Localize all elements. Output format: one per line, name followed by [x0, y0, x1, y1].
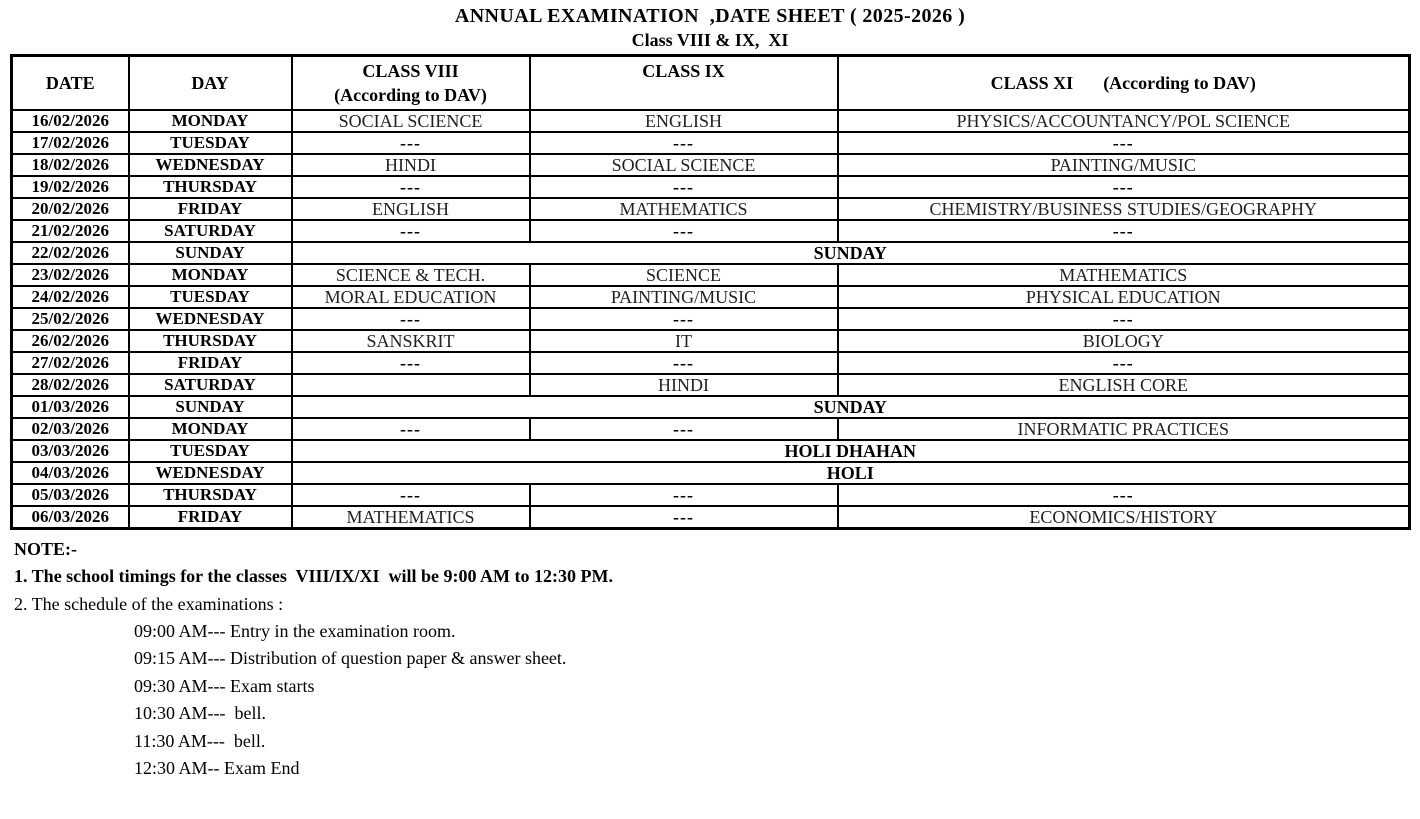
table-row [12, 132, 1410, 154]
class-ix-cell: IT [530, 330, 838, 352]
schedule-item: 10:30 AM--- bell. [134, 703, 266, 723]
page-title: ANNUAL EXAMINATION ,DATE SHEET ( 2025-2026 ) [454, 5, 966, 27]
table-row [12, 308, 1410, 330]
day-cell: SUNDAY [129, 396, 292, 418]
day-cell: TUESDAY [129, 286, 292, 308]
day-cell: FRIDAY [129, 506, 292, 529]
class-ix-cell: --- [530, 352, 838, 374]
header-class-viii-label: CLASS VIII [362, 60, 459, 81]
day-cell: THURSDAY [129, 484, 292, 506]
header-date: DATE [12, 56, 129, 110]
class-viii-cell: SANSKRIT [292, 330, 530, 352]
date-cell: 27/02/2026 [12, 352, 129, 374]
day-cell: FRIDAY [129, 198, 292, 220]
class-ix-cell: ENGLISH [530, 110, 838, 132]
day-cell: MONDAY [129, 110, 292, 132]
merged-event-cell: HOLI [292, 462, 1410, 484]
merged-event-cell: SUNDAY [292, 396, 1410, 418]
class-xi-cell: PHYSICAL EDUCATION [838, 286, 1410, 308]
schedule-item: 12:30 AM-- Exam End [134, 758, 300, 778]
class-viii-cell: SCIENCE & TECH. [292, 264, 530, 286]
day-cell: FRIDAY [129, 352, 292, 374]
date-cell: 25/02/2026 [12, 308, 129, 330]
table-row [12, 198, 1410, 220]
day-cell: THURSDAY [129, 330, 292, 352]
class-xi-cell: --- [838, 352, 1410, 374]
class-xi-cell: ENGLISH CORE [838, 374, 1410, 396]
exam-schedule-list [134, 618, 1420, 783]
table-row [12, 374, 1410, 396]
date-cell: 05/03/2026 [12, 484, 129, 506]
class-xi-cell: --- [838, 308, 1410, 330]
class-ix-cell: SCIENCE [530, 264, 838, 286]
merged-event-cell: HOLI DHAHAN [292, 440, 1410, 462]
class-xi-cell: CHEMISTRY/BUSINESS STUDIES/GEOGRAPHY [838, 198, 1410, 220]
header-class-xi [838, 56, 1410, 110]
class-ix-cell: PAINTING/MUSIC [530, 286, 838, 308]
class-ix-cell: --- [530, 220, 838, 242]
class-viii-cell: HINDI [292, 154, 530, 176]
class-viii-cell: --- [292, 132, 530, 154]
date-cell: 21/02/2026 [12, 220, 129, 242]
class-viii-cell: MATHEMATICS [292, 506, 530, 529]
header-class-viii [292, 56, 530, 110]
class-ix-cell: --- [530, 308, 838, 330]
table-row [12, 440, 1410, 462]
date-cell: 01/03/2026 [12, 396, 129, 418]
day-cell: SATURDAY [129, 220, 292, 242]
class-xi-cell: ECONOMICS/HISTORY [838, 506, 1410, 529]
class-viii-cell: --- [292, 308, 530, 330]
class-viii-cell: --- [292, 418, 530, 440]
class-xi-cell: --- [838, 132, 1410, 154]
class-ix-cell: HINDI [530, 374, 838, 396]
note-item-1: 1. The school timings for the classes VIII/IX/XI will be 9:00 AM to 12:30 PM. [14, 565, 614, 586]
table-row [12, 220, 1410, 242]
date-cell: 23/02/2026 [12, 264, 129, 286]
date-cell: 28/02/2026 [12, 374, 129, 396]
class-xi-cell: INFORMATIC PRACTICES [838, 418, 1410, 440]
table-row [12, 110, 1410, 132]
day-cell: TUESDAY [129, 132, 292, 154]
date-cell: 06/03/2026 [12, 506, 129, 529]
class-viii-cell: --- [292, 352, 530, 374]
date-cell: 03/03/2026 [12, 440, 129, 462]
class-xi-cell: --- [838, 176, 1410, 198]
table-row [12, 264, 1410, 286]
class-viii-cell: MORAL EDUCATION [292, 286, 530, 308]
class-xi-cell: --- [838, 484, 1410, 506]
date-cell: 16/02/2026 [12, 110, 129, 132]
table-row [12, 462, 1410, 484]
class-xi-cell: PAINTING/MUSIC [838, 154, 1410, 176]
date-cell: 24/02/2026 [12, 286, 129, 308]
day-cell: MONDAY [129, 264, 292, 286]
class-viii-cell: --- [292, 220, 530, 242]
class-ix-cell: --- [530, 484, 838, 506]
table-row [12, 352, 1410, 374]
day-cell: TUESDAY [129, 440, 292, 462]
class-viii-cell: --- [292, 484, 530, 506]
day-cell: MONDAY [129, 418, 292, 440]
header-class-viii-note: (According to DAV) [334, 84, 487, 105]
table-row [12, 484, 1410, 506]
class-viii-cell: SOCIAL SCIENCE [292, 110, 530, 132]
day-cell: SATURDAY [129, 374, 292, 396]
date-cell: 17/02/2026 [12, 132, 129, 154]
table-row [12, 176, 1410, 198]
date-cell: 20/02/2026 [12, 198, 129, 220]
header-row [12, 56, 1410, 110]
day-cell: WEDNESDAY [129, 154, 292, 176]
table-row [12, 286, 1410, 308]
day-cell: WEDNESDAY [129, 462, 292, 484]
date-cell: 02/03/2026 [12, 418, 129, 440]
schedule-item: 09:00 AM--- Entry in the examination room. [134, 620, 456, 641]
class-ix-cell: --- [530, 506, 838, 529]
header-class-xi-note: (According to DAV) [1103, 72, 1256, 93]
header-day: DAY [129, 56, 292, 110]
date-cell: 19/02/2026 [12, 176, 129, 198]
table-row [12, 418, 1410, 440]
class-ix-cell: --- [530, 176, 838, 198]
class-viii-cell [292, 374, 530, 396]
table-row [12, 330, 1410, 352]
note-item-2: 2. The schedule of the examinations : [14, 593, 284, 614]
class-xi-cell: PHYSICS/ACCOUNTANCY/POL SCIENCE [838, 110, 1410, 132]
class-ix-cell: SOCIAL SCIENCE [530, 154, 838, 176]
table-row [12, 154, 1410, 176]
table-row [12, 506, 1410, 529]
title-block [0, 0, 1420, 51]
table-row [12, 242, 1410, 264]
day-cell: WEDNESDAY [129, 308, 292, 330]
page-subtitle: Class VIII & IX, XI [631, 30, 789, 50]
date-sheet-table [10, 54, 1411, 530]
notes-section [14, 536, 1420, 783]
class-ix-cell: --- [530, 132, 838, 154]
date-cell: 26/02/2026 [12, 330, 129, 352]
class-xi-cell: MATHEMATICS [838, 264, 1410, 286]
schedule-item: 09:15 AM--- Distribution of question paper & answer sheet. [134, 648, 567, 668]
day-cell: SUNDAY [129, 242, 292, 264]
date-cell: 04/03/2026 [12, 462, 129, 484]
class-viii-cell: --- [292, 176, 530, 198]
header-class-ix: CLASS IX [530, 56, 838, 110]
notes-heading: NOTE:- [14, 538, 77, 559]
schedule-item: 09:30 AM--- Exam starts [134, 675, 315, 696]
table-row [12, 396, 1410, 418]
day-cell: THURSDAY [129, 176, 292, 198]
class-xi-cell: BIOLOGY [838, 330, 1410, 352]
header-class-xi-label: CLASS XI [990, 72, 1074, 93]
schedule-item: 11:30 AM--- bell. [134, 730, 266, 751]
table-body [12, 110, 1410, 529]
class-ix-cell: MATHEMATICS [530, 198, 838, 220]
merged-event-cell: SUNDAY [292, 242, 1410, 264]
class-viii-cell: ENGLISH [292, 198, 530, 220]
class-xi-cell: --- [838, 220, 1410, 242]
class-ix-cell: --- [530, 418, 838, 440]
date-cell: 18/02/2026 [12, 154, 129, 176]
date-cell: 22/02/2026 [12, 242, 129, 264]
